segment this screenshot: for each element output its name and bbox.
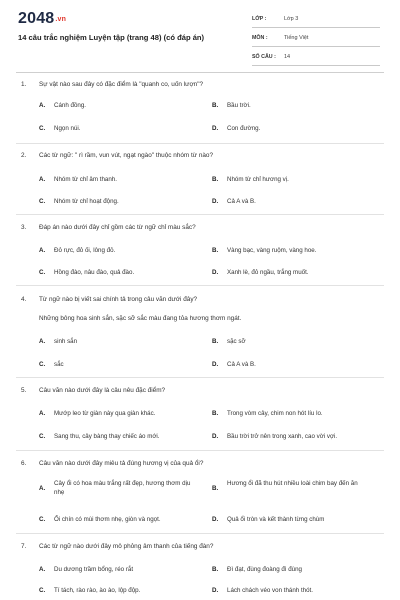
option-text: Lách chách véo von thánh thót. <box>227 587 313 594</box>
meta-value: Lớp 3 <box>284 16 299 22</box>
option-letter: A. <box>39 410 46 417</box>
question-text: Sự vật nào sau đây có đặc điểm là "quanh co, uốn lượn"? <box>39 81 204 88</box>
option-text: Cây ổi có hoa màu trắng rất đẹp, hương thơm dịu nhẹ <box>54 480 191 496</box>
question-divider <box>16 450 384 451</box>
option-text: Bầu trời. <box>227 102 251 109</box>
question-text: Các từ ngữ nào dưới đây mô phỏng âm thanh của tiếng đàn? <box>39 543 214 550</box>
question-number: 4. <box>21 296 27 303</box>
option-letter: B. <box>212 410 219 417</box>
question-text: Các từ ngữ: " rì rầm, vun vút, ngạt ngào" thuộc nhóm từ nào? <box>39 152 214 159</box>
question-number: 3. <box>21 224 27 231</box>
option-text: Cánh đồng. <box>54 102 86 109</box>
document-title: 14 câu trắc nghiệm Luyện tập (trang 48) (có đáp án) <box>18 33 205 42</box>
question-divider <box>16 214 384 215</box>
option-text: Hương ổi đã thu hút nhiều loài chim bay đến ăn <box>227 480 358 487</box>
option-text: Ổi chín có mùi thơm nhẹ, giòn và ngọt. <box>54 516 161 523</box>
question-text: Câu văn nào dưới đây miêu tả đúng hương vị của quả ổi? <box>39 460 204 467</box>
option-text: Cả A và B. <box>227 361 256 368</box>
option-text: Trong vòm cây, chim non hót líu lo. <box>227 410 323 417</box>
option-letter: B. <box>212 176 219 183</box>
question-passage: Những bông hoa sinh sắn, sặc sỡ sắc màu đang tỏa hương thơm ngát. <box>39 315 242 322</box>
option-letter: C. <box>39 198 46 205</box>
option-letter: A. <box>39 102 46 109</box>
option-text: Nhóm từ chỉ hoạt động. <box>54 198 119 205</box>
option-text: Xanh lè, đỏ ngầu, trắng muốt. <box>227 269 309 276</box>
option-letter: A. <box>39 176 46 183</box>
option-text: sắc <box>54 361 64 368</box>
meta-row-subject <box>252 31 380 47</box>
option-text: Ngọn núi. <box>54 125 81 132</box>
option-letter: C. <box>39 361 46 368</box>
option-text: Mướp leo từ giàn này qua giàn khác. <box>54 410 156 417</box>
option-text: Sang thu, cây bàng thay chiếc áo mới. <box>54 433 160 440</box>
option-letter: C. <box>39 433 46 440</box>
option-letter: C. <box>39 587 46 594</box>
option-text: Con đường. <box>227 125 261 132</box>
option-text: Du dương trầm bổng, réo rắt <box>54 566 134 573</box>
option-text: Nhóm từ chỉ âm thanh. <box>54 176 117 183</box>
option-letter: B. <box>212 338 219 345</box>
option-text: Quả ổi tròn và kết thành từng chùm <box>227 516 325 523</box>
question-text: Đáp án nào dưới đây chỉ gồm các từ ngữ chỉ màu sắc? <box>39 224 196 231</box>
meta-key: LỚP : <box>252 16 267 22</box>
option-text: Đỏ rực, đỏ ối, lông đỏ. <box>54 247 116 254</box>
option-letter: D. <box>212 516 219 523</box>
meta-key: SỐ CÂU : <box>252 54 276 60</box>
option-text: Đì đạt, đùng đoàng đì đùng <box>227 566 302 573</box>
question-number: 6. <box>21 460 27 467</box>
question-divider <box>16 377 384 378</box>
option-letter: B. <box>212 485 219 492</box>
option-letter: D. <box>212 433 219 440</box>
question-divider <box>16 285 384 286</box>
question-text: Từ ngữ nào bị viết sai chính tả trong câu văn dưới đây? <box>39 296 198 303</box>
option-letter: B. <box>212 566 219 573</box>
site-logo[interactable] <box>18 10 66 28</box>
option-letter: B. <box>212 102 219 109</box>
option-letter: A. <box>39 566 46 573</box>
option-text: sinh sắn <box>54 338 78 345</box>
option-letter: D. <box>212 125 219 132</box>
question-number: 5. <box>21 387 27 394</box>
question-number: 7. <box>21 543 27 550</box>
option-text: sặc sỡ <box>227 338 246 345</box>
option-letter: A. <box>39 338 46 345</box>
option-letter: B. <box>212 247 219 254</box>
meta-value: 14 <box>284 54 291 60</box>
logo-suffix: .vn <box>55 16 67 23</box>
option-text: Hồng đào, nâu đào, quả đào. <box>54 269 135 276</box>
option-letter: A. <box>39 485 46 492</box>
option-letter: C. <box>39 125 46 132</box>
meta-key: MÔN : <box>252 35 268 41</box>
option-text: Nhóm từ chỉ hương vị. <box>227 176 289 183</box>
meta-table <box>252 12 380 69</box>
option-letter: D. <box>212 587 219 594</box>
option-text: Vàng bạc, vàng ruộm, vàng hoe. <box>227 247 317 254</box>
option-text: Bầu trời trở nên trong xanh, cao vời vợi. <box>227 433 338 440</box>
option-letter: D. <box>212 269 219 276</box>
option-text: Cả A và B. <box>227 198 256 205</box>
header-divider <box>16 72 384 73</box>
meta-row-class <box>252 12 380 28</box>
option-letter: C. <box>39 269 46 276</box>
question-number: 2. <box>21 152 27 159</box>
meta-row-count <box>252 50 380 66</box>
option-letter: C. <box>39 516 46 523</box>
option-text: Tí tách, rào rào, ào ào, lộp độp. <box>54 587 141 594</box>
meta-value: Tiếng Việt <box>284 35 309 41</box>
logo-main: 2048 <box>18 10 55 27</box>
question-divider <box>16 143 384 144</box>
question-divider <box>16 533 384 534</box>
option-letter: D. <box>212 198 219 205</box>
question-number: 1. <box>21 81 27 88</box>
question-text: Câu văn nào dưới đây là câu nêu đặc điểm? <box>39 387 166 394</box>
option-letter: A. <box>39 247 46 254</box>
option-letter: D. <box>212 361 219 368</box>
header <box>0 0 400 70</box>
